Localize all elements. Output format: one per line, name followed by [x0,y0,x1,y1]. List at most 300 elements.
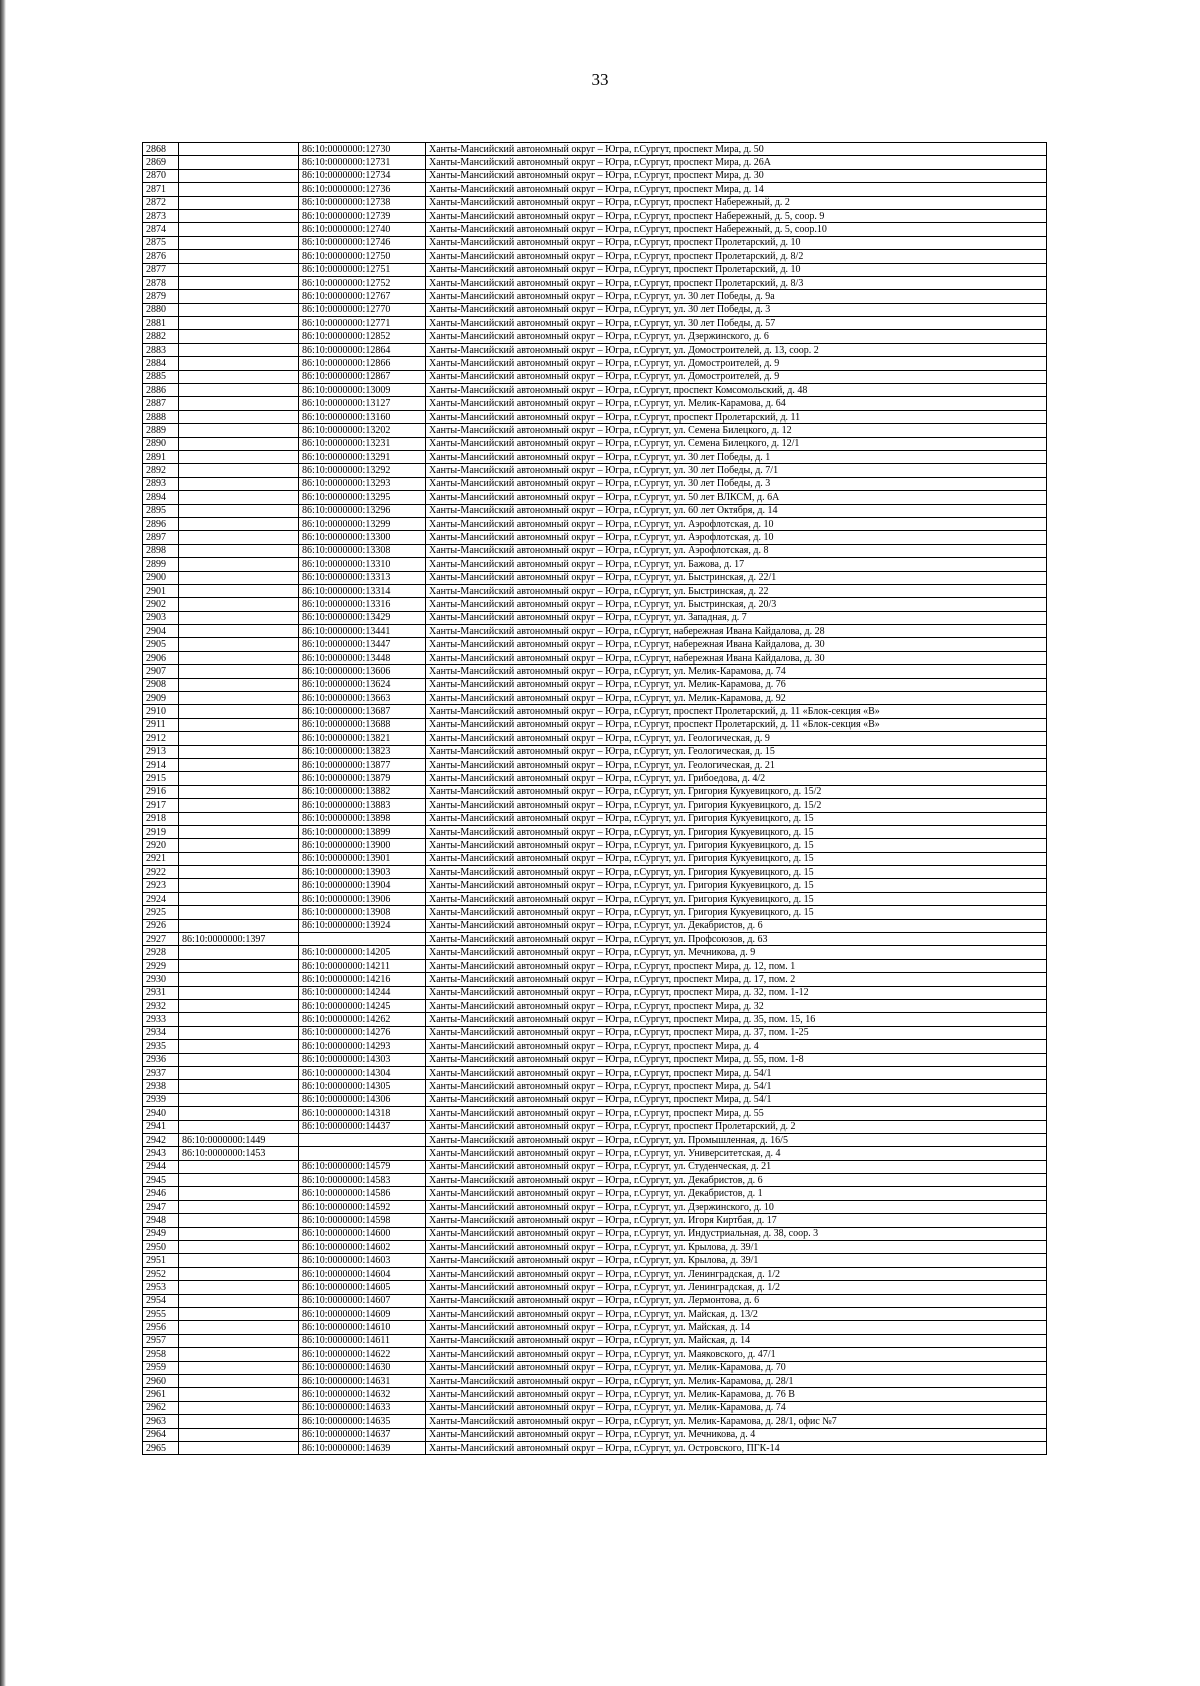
cadastral-number-cell: 86:10:0000000:13606 [299,665,426,678]
address-cell: Ханты-Мансийский автономный округ – Югра, г.Сургут, набережная Ивана Кайдалова, д. 30 [426,638,1047,651]
row-number-cell: 2949 [143,1227,179,1240]
row-number-cell: 2889 [143,424,179,437]
address-cell: Ханты-Мансийский автономный округ – Югра, г.Сургут, проспект Мира, д. 32, пом. 1-12 [426,986,1047,999]
row-number-cell: 2868 [143,143,179,156]
old-cadastral-cell [179,196,299,209]
cadastral-number-cell: 86:10:0000000:13898 [299,812,426,825]
table-body [143,143,1047,1455]
old-cadastral-cell [179,1107,299,1120]
cadastral-number-cell: 86:10:0000000:13624 [299,678,426,691]
table-row [143,665,1047,678]
cadastral-number-cell: 86:10:0000000:12739 [299,209,426,222]
table-row [143,625,1047,638]
address-cell: Ханты-Мансийский автономный округ – Югра, г.Сургут, проспект Набережный, д. 5, соор.10 [426,223,1047,236]
address-cell: Ханты-Мансийский автономный округ – Югра, г.Сургут, ул. Геологическая, д. 21 [426,758,1047,771]
old-cadastral-cell [179,598,299,611]
row-number-cell: 2940 [143,1107,179,1120]
table-row [143,1428,1047,1441]
old-cadastral-cell [179,718,299,731]
cadastral-number-cell: 86:10:0000000:14437 [299,1120,426,1133]
cadastral-number-cell: 86:10:0000000:14205 [299,946,426,959]
address-cell: Ханты-Мансийский автономный округ – Югра, г.Сургут, ул. Грибоедова, д. 4/2 [426,772,1047,785]
row-number-cell: 2906 [143,651,179,664]
table-row [143,1415,1047,1428]
old-cadastral-cell [179,464,299,477]
address-cell: Ханты-Мансийский автономный округ – Югра, г.Сургут, ул. Лермонтова, д. 6 [426,1294,1047,1307]
table-row [143,531,1047,544]
cadastral-number-cell: 86:10:0000000:14611 [299,1334,426,1347]
old-cadastral-cell [179,1093,299,1106]
old-cadastral-cell [179,705,299,718]
table-row [143,1053,1047,1066]
address-cell: Ханты-Мансийский автономный округ – Югра, г.Сургут, ул. 30 лет Победы, д. 9а [426,290,1047,303]
old-cadastral-cell [179,477,299,490]
cadastral-number-cell: 86:10:0000000:14579 [299,1160,426,1173]
old-cadastral-cell [179,1040,299,1053]
address-cell: Ханты-Мансийский автономный округ – Югра, г.Сургут, ул. Григория Кукуевицкого, д. 15 [426,839,1047,852]
row-number-cell: 2956 [143,1321,179,1334]
address-cell: Ханты-Мансийский автономный округ – Югра, г.Сургут, ул. 30 лет Победы, д. 57 [426,317,1047,330]
table-row [143,357,1047,370]
address-cell: Ханты-Мансийский автономный округ – Югра, г.Сургут, ул. 30 лет Победы, д. 7/1 [426,464,1047,477]
table-row [143,196,1047,209]
address-cell: Ханты-Мансийский автономный округ – Югра, г.Сургут, ул. Ленинградская, д. 1/2 [426,1281,1047,1294]
cadastral-number-cell: 86:10:0000000:13924 [299,919,426,932]
table-row [143,1040,1047,1053]
table-row [143,450,1047,463]
row-number-cell: 2963 [143,1415,179,1428]
cadastral-number-cell: 86:10:0000000:14635 [299,1415,426,1428]
cadastral-number-cell [299,933,426,946]
old-cadastral-cell [179,825,299,838]
address-cell: Ханты-Мансийский автономный округ – Югра, г.Сургут, проспект Пролетарский, д. 10 [426,263,1047,276]
table-row [143,437,1047,450]
table-row [143,879,1047,892]
row-number-cell: 2891 [143,450,179,463]
address-cell: Ханты-Мансийский автономный округ – Югра, г.Сургут, ул. Григория Кукуевицкого, д. 15 [426,879,1047,892]
table-row [143,424,1047,437]
cadastral-number-cell: 86:10:0000000:14633 [299,1401,426,1414]
table-row [143,785,1047,798]
cadastral-number-cell: 86:10:0000000:13882 [299,785,426,798]
old-cadastral-cell [179,1294,299,1307]
old-cadastral-cell [179,250,299,263]
old-cadastral-cell [179,799,299,812]
address-cell: Ханты-Мансийский автономный округ – Югра, г.Сургут, ул. Григория Кукуевицкого, д. 15 [426,906,1047,919]
row-number-cell: 2917 [143,799,179,812]
address-cell: Ханты-Мансийский автономный округ – Югра, г.Сургут, ул. Мелик-Карамова, д. 74 [426,1401,1047,1414]
cadastral-number-cell: 86:10:0000000:13823 [299,745,426,758]
address-cell: Ханты-Мансийский автономный округ – Югра, г.Сургут, проспект Мира, д. 50 [426,143,1047,156]
address-cell: Ханты-Мансийский автономный округ – Югра, г.Сургут, ул. Мелик-Карамова, д. 28/1 [426,1374,1047,1387]
row-number-cell: 2873 [143,209,179,222]
address-cell: Ханты-Мансийский автономный округ – Югра, г.Сургут, ул. Домостроителей, д. 9 [426,370,1047,383]
row-number-cell: 2945 [143,1174,179,1187]
table-row [143,1147,1047,1160]
old-cadastral-cell [179,866,299,879]
table-row [143,1093,1047,1106]
address-cell: Ханты-Мансийский автономный округ – Югра, г.Сургут, проспект Пролетарский, д. 11 [426,410,1047,423]
cadastral-number-cell: 86:10:0000000:14216 [299,973,426,986]
old-cadastral-cell [179,625,299,638]
table-row [143,544,1047,557]
cadastral-number-cell: 86:10:0000000:12867 [299,370,426,383]
cadastral-number-cell: 86:10:0000000:13900 [299,839,426,852]
cadastral-number-cell: 86:10:0000000:14607 [299,1294,426,1307]
address-cell: Ханты-Мансийский автономный округ – Югра, г.Сургут, ул. Бажова, д. 17 [426,558,1047,571]
table-row [143,718,1047,731]
address-cell: Ханты-Мансийский автономный округ – Югра, г.Сургут, проспект Мира, д. 37, пом. 1-25 [426,1026,1047,1039]
cadastral-number-cell: 86:10:0000000:13313 [299,571,426,584]
old-cadastral-cell [179,1066,299,1079]
row-number-cell: 2954 [143,1294,179,1307]
table-row [143,705,1047,718]
old-cadastral-cell [179,1348,299,1361]
table-row [143,156,1047,169]
table-row [143,919,1047,932]
cadastral-number-cell: 86:10:0000000:13231 [299,437,426,450]
row-number-cell: 2934 [143,1026,179,1039]
cadastral-number-cell: 86:10:0000000:14610 [299,1321,426,1334]
table-row [143,1227,1047,1240]
cadastral-number-cell: 86:10:0000000:14632 [299,1388,426,1401]
row-number-cell: 2928 [143,946,179,959]
row-number-cell: 2878 [143,276,179,289]
row-number-cell: 2909 [143,692,179,705]
cadastral-number-cell: 86:10:0000000:14304 [299,1066,426,1079]
address-cell: Ханты-Мансийский автономный округ – Югра, г.Сургут, набережная Ивана Кайдалова, д. 28 [426,625,1047,638]
address-cell: Ханты-Мансийский автономный округ – Югра, г.Сургут, ул. Островского, ПГК-14 [426,1441,1047,1454]
cadastral-number-cell: 86:10:0000000:14245 [299,1000,426,1013]
old-cadastral-cell [179,169,299,182]
table-row [143,986,1047,999]
cadastral-number-cell: 86:10:0000000:13447 [299,638,426,651]
row-number-cell: 2936 [143,1053,179,1066]
scan-edge [0,0,6,1686]
cadastral-number-cell: 86:10:0000000:13904 [299,879,426,892]
old-cadastral-cell [179,1120,299,1133]
row-number-cell: 2944 [143,1160,179,1173]
table-row [143,892,1047,905]
cadastral-number-cell: 86:10:0000000:12740 [299,223,426,236]
address-cell: Ханты-Мансийский автономный округ – Югра, г.Сургут, ул. 50 лет ВЛКСМ, д. 6А [426,491,1047,504]
table-row [143,343,1047,356]
address-cell: Ханты-Мансийский автономный округ – Югра, г.Сургут, проспект Мира, д. 17, пом. 2 [426,973,1047,986]
old-cadastral-cell [179,491,299,504]
table-row [143,330,1047,343]
row-number-cell: 2884 [143,357,179,370]
row-number-cell: 2943 [143,1147,179,1160]
row-number-cell: 2938 [143,1080,179,1093]
table-row [143,317,1047,330]
row-number-cell: 2905 [143,638,179,651]
old-cadastral-cell [179,357,299,370]
cadastral-number-cell [299,1133,426,1146]
old-cadastral-cell [179,384,299,397]
cadastral-number-cell: 86:10:0000000:13899 [299,825,426,838]
cadastral-number-cell: 86:10:0000000:14306 [299,1093,426,1106]
row-number-cell: 2876 [143,250,179,263]
row-number-cell: 2915 [143,772,179,785]
cadastral-number-cell: 86:10:0000000:13160 [299,410,426,423]
old-cadastral-cell [179,758,299,771]
cadastral-number-cell: 86:10:0000000:13291 [299,450,426,463]
address-cell: Ханты-Мансийский автономный округ – Югра, г.Сургут, проспект Мира, д. 30 [426,169,1047,182]
row-number-cell: 2892 [143,464,179,477]
cadastral-number-cell: 86:10:0000000:13316 [299,598,426,611]
cadastral-number-cell: 86:10:0000000:13300 [299,531,426,544]
old-cadastral-cell [179,1026,299,1039]
row-number-cell: 2885 [143,370,179,383]
row-number-cell: 2950 [143,1241,179,1254]
table-row [143,1267,1047,1280]
row-number-cell: 2941 [143,1120,179,1133]
old-cadastral-cell [179,1200,299,1213]
address-cell: Ханты-Мансийский автономный округ – Югра, г.Сургут, ул. 60 лет Октября, д. 14 [426,504,1047,517]
cadastral-number-cell: 86:10:0000000:13292 [299,464,426,477]
cadastral-number-cell: 86:10:0000000:13883 [299,799,426,812]
cadastral-number-cell: 86:10:0000000:14622 [299,1348,426,1361]
address-cell: Ханты-Мансийский автономный округ – Югра, г.Сургут, ул. Профсоюзов, д. 63 [426,933,1047,946]
old-cadastral-cell [179,397,299,410]
row-number-cell: 2933 [143,1013,179,1026]
row-number-cell: 2871 [143,183,179,196]
address-cell: Ханты-Мансийский автономный округ – Югра, г.Сургут, ул. Дзержинского, д. 6 [426,330,1047,343]
old-cadastral-cell [179,986,299,999]
cadastral-number-cell: 86:10:0000000:14244 [299,986,426,999]
old-cadastral-cell [179,290,299,303]
address-cell: Ханты-Мансийский автономный округ – Югра, г.Сургут, ул. Аэрофлотская, д. 10 [426,517,1047,530]
row-number-cell: 2923 [143,879,179,892]
table-row [143,1066,1047,1079]
old-cadastral-cell [179,370,299,383]
address-cell: Ханты-Мансийский автономный округ – Югра, г.Сургут, ул. Мелик-Карамова, д. 28/1, офис №7 [426,1415,1047,1428]
row-number-cell: 2927 [143,933,179,946]
old-cadastral-cell [179,343,299,356]
old-cadastral-cell [179,1401,299,1414]
old-cadastral-cell [179,665,299,678]
old-cadastral-cell [179,1013,299,1026]
row-number-cell: 2942 [143,1133,179,1146]
row-number-cell: 2925 [143,906,179,919]
address-cell: Ханты-Мансийский автономный округ – Югра, г.Сургут, ул. Университетская, д. 4 [426,1147,1047,1160]
row-number-cell: 2921 [143,852,179,865]
row-number-cell: 2961 [143,1388,179,1401]
table-row [143,1174,1047,1187]
address-cell: Ханты-Мансийский автономный округ – Югра, г.Сургут, проспект Комсомольский, д. 48 [426,384,1047,397]
row-number-cell: 2894 [143,491,179,504]
row-number-cell: 2877 [143,263,179,276]
cadastral-number-cell: 86:10:0000000:14637 [299,1428,426,1441]
address-cell: Ханты-Мансийский автономный округ – Югра, г.Сургут, ул. Геологическая, д. 15 [426,745,1047,758]
row-number-cell: 2946 [143,1187,179,1200]
cadastral-number-cell: 86:10:0000000:12734 [299,169,426,182]
table-row [143,584,1047,597]
cadastral-number-cell: 86:10:0000000:13821 [299,732,426,745]
old-cadastral-cell [179,692,299,705]
row-number-cell: 2880 [143,303,179,316]
cadastral-number-cell: 86:10:0000000:14604 [299,1267,426,1280]
row-number-cell: 2930 [143,973,179,986]
row-number-cell: 2883 [143,343,179,356]
old-cadastral-cell [179,1374,299,1387]
table-row [143,1294,1047,1307]
address-cell: Ханты-Мансийский автономный округ – Югра, г.Сургут, ул. Григория Кукуевицкого, д. 15 [426,852,1047,865]
cadastral-number-cell: 86:10:0000000:13877 [299,758,426,771]
address-cell: Ханты-Мансийский автономный округ – Югра, г.Сургут, ул. Аэрофлотская, д. 8 [426,544,1047,557]
old-cadastral-cell [179,209,299,222]
row-number-cell: 2879 [143,290,179,303]
table-row [143,1187,1047,1200]
table-row [143,1026,1047,1039]
table-row [143,464,1047,477]
table-row [143,1107,1047,1120]
row-number-cell: 2899 [143,558,179,571]
table-row [143,799,1047,812]
old-cadastral-cell [179,1053,299,1066]
table-row [143,1281,1047,1294]
old-cadastral-cell [179,812,299,825]
address-cell: Ханты-Мансийский автономный округ – Югра, г.Сургут, ул. Майская, д. 13/2 [426,1307,1047,1320]
old-cadastral-cell [179,1428,299,1441]
address-cell: Ханты-Мансийский автономный округ – Югра, г.Сургут, ул. Мелик-Карамова, д. 70 [426,1361,1047,1374]
row-number-cell: 2964 [143,1428,179,1441]
address-cell: Ханты-Мансийский автономный округ – Югра, г.Сургут, ул. Семена Билецкого, д. 12/1 [426,437,1047,450]
address-cell: Ханты-Мансийский автономный округ – Югра, г.Сургут, проспект Пролетарский, д. 10 [426,236,1047,249]
address-cell: Ханты-Мансийский автономный округ – Югра, г.Сургут, проспект Мира, д. 55, пом. 1-8 [426,1053,1047,1066]
table-row [143,692,1047,705]
cadastral-number-cell: 86:10:0000000:14639 [299,1441,426,1454]
row-number-cell: 2920 [143,839,179,852]
row-number-cell: 2937 [143,1066,179,1079]
cadastral-number-cell: 86:10:0000000:14583 [299,1174,426,1187]
old-cadastral-cell [179,504,299,517]
table-row [143,290,1047,303]
old-cadastral-cell [179,906,299,919]
table-row [143,839,1047,852]
old-cadastral-cell [179,1187,299,1200]
cadastral-number-cell: 86:10:0000000:12752 [299,276,426,289]
table-row [143,517,1047,530]
table-row [143,1307,1047,1320]
cadastral-number-cell: 86:10:0000000:13314 [299,584,426,597]
address-cell: Ханты-Мансийский автономный округ – Югра, г.Сургут, ул. Григория Кукуевицкого, д. 15 [426,866,1047,879]
address-cell: Ханты-Мансийский автономный округ – Югра, г.Сургут, проспект Набережный, д. 5, соор. 9 [426,209,1047,222]
old-cadastral-cell [179,236,299,249]
table-row [143,678,1047,691]
address-cell: Ханты-Мансийский автономный округ – Югра, г.Сургут, ул. Ленинградская, д. 1/2 [426,1267,1047,1280]
address-cell: Ханты-Мансийский автономный округ – Югра, г.Сургут, проспект Мира, д. 4 [426,1040,1047,1053]
table-row [143,250,1047,263]
cadastral-number-cell: 86:10:0000000:14293 [299,1040,426,1053]
old-cadastral-cell [179,732,299,745]
address-cell: Ханты-Мансийский автономный округ – Югра, г.Сургут, ул. Маяковского, д. 47/1 [426,1348,1047,1361]
row-number-cell: 2887 [143,397,179,410]
registry-table [142,142,1047,1455]
table-row [143,169,1047,182]
row-number-cell: 2895 [143,504,179,517]
old-cadastral-cell [179,558,299,571]
old-cadastral-cell [179,1000,299,1013]
cadastral-number-cell: 86:10:0000000:13908 [299,906,426,919]
row-number-cell: 2918 [143,812,179,825]
table-row [143,946,1047,959]
old-cadastral-cell [179,223,299,236]
address-cell: Ханты-Мансийский автономный округ – Югра, г.Сургут, ул. Григория Кукуевицкого, д. 15 [426,825,1047,838]
cadastral-number-cell: 86:10:0000000:12731 [299,156,426,169]
table-row [143,491,1047,504]
row-number-cell: 2914 [143,758,179,771]
page-number: 33 [591,70,609,89]
old-cadastral-cell [179,263,299,276]
row-number-cell: 2935 [143,1040,179,1053]
old-cadastral-cell [179,919,299,932]
old-cadastral-cell [179,839,299,852]
old-cadastral-cell [179,1388,299,1401]
row-number-cell: 2947 [143,1200,179,1213]
table-row [143,1334,1047,1347]
table-row [143,732,1047,745]
row-number-cell: 2869 [143,156,179,169]
table-row [143,236,1047,249]
row-number-cell: 2957 [143,1334,179,1347]
row-number-cell: 2911 [143,718,179,731]
address-cell: Ханты-Мансийский автономный округ – Югра, г.Сургут, проспект Мира, д. 55 [426,1107,1047,1120]
table-row [143,263,1047,276]
address-cell: Ханты-Мансийский автономный округ – Югра, г.Сургут, ул. Григория Кукуевицкого, д. 15/2 [426,785,1047,798]
row-number-cell: 2882 [143,330,179,343]
table-row [143,1361,1047,1374]
address-cell: Ханты-Мансийский автономный округ – Югра, г.Сургут, ул. Григория Кукуевицкого, д. 15 [426,812,1047,825]
table-row [143,745,1047,758]
address-cell: Ханты-Мансийский автономный округ – Югра, г.Сургут, проспект Мира, д. 26А [426,156,1047,169]
address-cell: Ханты-Мансийский автономный округ – Югра, г.Сургут, ул. Промышленная, д. 16/5 [426,1133,1047,1146]
cadastral-number-cell: 86:10:0000000:13441 [299,625,426,638]
row-number-cell: 2960 [143,1374,179,1387]
address-cell: Ханты-Мансийский автономный округ – Югра, г.Сургут, проспект Мира, д. 54/1 [426,1066,1047,1079]
old-cadastral-cell [179,450,299,463]
table-row [143,1348,1047,1361]
table-row [143,1200,1047,1213]
old-cadastral-cell [179,1241,299,1254]
address-cell: Ханты-Мансийский автономный округ – Югра, г.Сургут, проспект Пролетарский, д. 11 «Блок-секция «В» [426,705,1047,718]
row-number-cell: 2951 [143,1254,179,1267]
table-row [143,1120,1047,1133]
address-cell: Ханты-Мансийский автономный округ – Югра, г.Сургут, проспект Пролетарский, д. 2 [426,1120,1047,1133]
cadastral-number-cell: 86:10:0000000:13202 [299,424,426,437]
table-row [143,1013,1047,1026]
row-number-cell: 2913 [143,745,179,758]
cadastral-number-cell: 86:10:0000000:14211 [299,959,426,972]
row-number-cell: 2875 [143,236,179,249]
table-row [143,866,1047,879]
cadastral-number-cell: 86:10:0000000:14305 [299,1080,426,1093]
address-cell: Ханты-Мансийский автономный округ – Югра, г.Сургут, набережная Ивана Кайдалова, д. 30 [426,651,1047,664]
row-number-cell: 2902 [143,598,179,611]
cadastral-number-cell: 86:10:0000000:12767 [299,290,426,303]
table-row [143,370,1047,383]
cadastral-number-cell: 86:10:0000000:12730 [299,143,426,156]
cadastral-number-cell: 86:10:0000000:12770 [299,303,426,316]
address-cell: Ханты-Мансийский автономный округ – Югра, г.Сургут, проспект Мира, д. 54/1 [426,1080,1047,1093]
table-row [143,973,1047,986]
row-number-cell: 2870 [143,169,179,182]
old-cadastral-cell [179,183,299,196]
address-cell: Ханты-Мансийский автономный округ – Югра, г.Сургут, ул. Мелик-Карамова, д. 92 [426,692,1047,705]
address-cell: Ханты-Мансийский автономный округ – Югра, г.Сургут, проспект Мира, д. 54/1 [426,1093,1047,1106]
row-number-cell: 2916 [143,785,179,798]
table-row [143,772,1047,785]
